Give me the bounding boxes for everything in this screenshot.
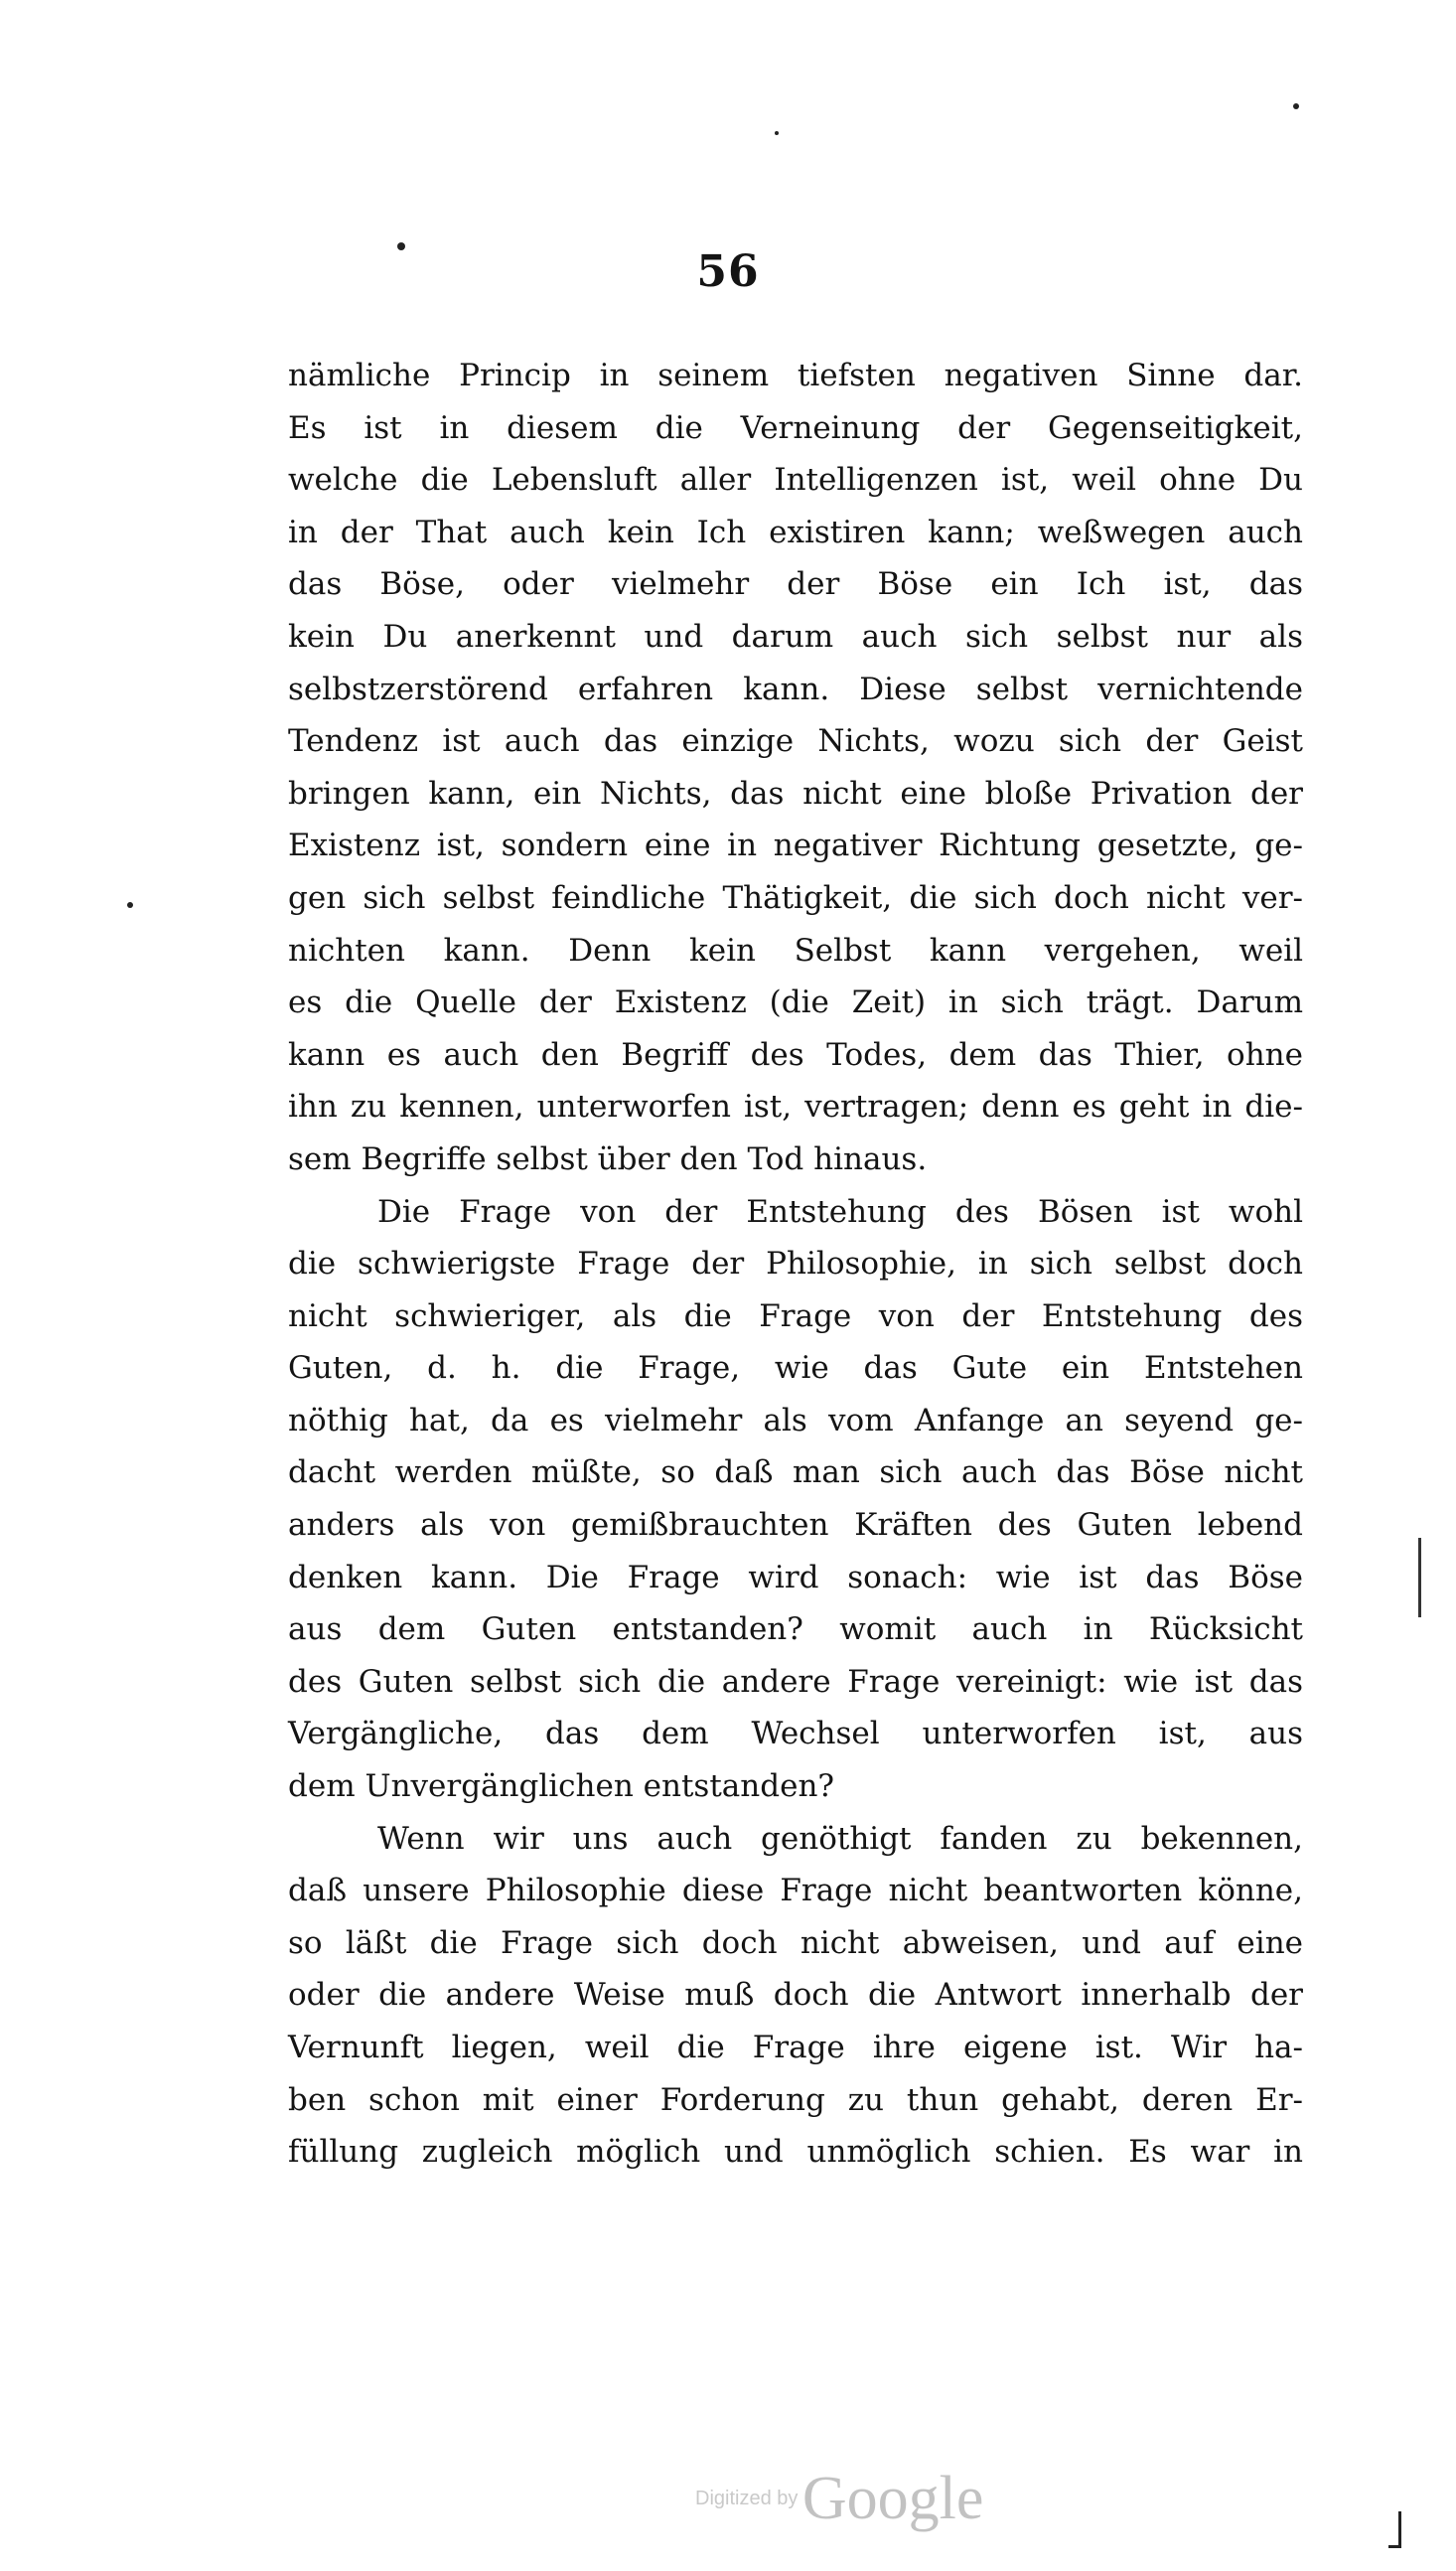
text-line: des Guten selbst sich die andere Frage vereinigt: wie ist das: [288, 1663, 1303, 1700]
text-line: das Böse, oder vielmehr der Böse ein Ich ist, das: [288, 566, 1303, 603]
body-text: [288, 350, 1303, 2179]
text-line: selbstzerstörend erfahren kann. Diese selbst vernichtende: [288, 671, 1303, 707]
text-line: kein Du anerkennt und darum auch sich selbst nur als: [288, 618, 1303, 655]
corner-bracket-mark: [1388, 2511, 1401, 2548]
text-line: dem Unvergänglichen entstanden?: [288, 1768, 835, 1805]
text-line: Vergängliche, das dem Wechsel unterworfen ist, aus: [288, 1716, 1303, 1752]
text-line: oder die andere Weise muß doch die Antwort innerhalb der: [288, 1977, 1303, 2014]
text-line: in der That auch kein Ich existiren kann; weßwegen auch: [288, 514, 1303, 550]
text-line: Existenz ist, sondern eine in negativer Richtung gesetzte, ge-: [288, 828, 1303, 864]
text-line: es die Quelle der Existenz (die Zeit) in sich trägt. Darum: [288, 984, 1303, 1021]
text-line: Guten, d. h. die Frage, wie das Gute ein Entstehen: [288, 1350, 1303, 1387]
scan-speck: [775, 131, 779, 135]
text-line: Vernunft liegen, weil die Frage ihre eigene ist. Wir ha-: [288, 2030, 1303, 2065]
text-line: nöthig hat, da es vielmehr als vom Anfange an seyend ge-: [288, 1402, 1303, 1438]
text-line: nämliche Princip in seinem tiefsten negativen Sinne dar.: [288, 358, 1303, 393]
text-line: füllung zugleich möglich und unmöglich schien. Es war in: [288, 2134, 1303, 2171]
text-line: aus dem Guten entstanden? womit auch in Rücksicht: [288, 1611, 1303, 1648]
page-number: 56: [696, 246, 760, 297]
text-line: die schwierigste Frage der Philosophie, in sich selbst doch: [288, 1246, 1303, 1283]
text-line: welche die Lebensluft aller Intelligenzen ist, weil ohne Du: [288, 462, 1303, 499]
text-line: ben schon mit einer Forderung zu thun gehabt, deren Er-: [288, 2081, 1303, 2118]
text-line: bringen kann, ein Nichts, das nicht eine bloße Privation der: [288, 775, 1303, 812]
text-line: nichten kann. Denn kein Selbst kann vergehen, weil: [288, 932, 1303, 969]
watermark-prefix: Digitized by: [695, 2488, 799, 2509]
text-line: sem Begriffe selbst über den Tod hinaus.: [288, 1140, 928, 1177]
paragraph-start-line: Wenn wir uns auch genöthigt fanden zu bekennen,: [377, 1820, 1303, 1857]
text-line: kann es auch den Begriff des Todes, dem das Thier, ohne: [288, 1036, 1303, 1073]
text-line: so läßt die Frage sich doch nicht abweisen, und auf eine: [288, 1924, 1303, 1961]
text-line: Es ist in diesem die Verneinung der Gegenseitigkeit,: [288, 409, 1303, 446]
scan-speck: [1293, 103, 1299, 109]
text-line: denken kann. Die Frage wird sonach: wie ist das Böse: [288, 1559, 1303, 1595]
text-line: Tendenz ist auch das einzige Nichts, wozu sich der Geist: [288, 723, 1303, 760]
digitized-watermark: [695, 2464, 983, 2534]
watermark-brand: Google: [801, 2465, 984, 2532]
text-line: nicht schwieriger, als die Frage von der Entstehung des: [288, 1297, 1303, 1334]
scan-edge-mark: [1418, 1538, 1421, 1617]
text-line: daß unsere Philosophie diese Frage nicht beantworten könne,: [288, 1873, 1303, 1909]
text-line: gen sich selbst feindliche Thätigkeit, die sich doch nicht ver-: [288, 879, 1303, 916]
scan-speck: [127, 902, 133, 908]
paragraph-start-line: Die Frage von der Entstehung des Bösen ist wohl: [377, 1193, 1303, 1230]
text-line: dacht werden müßte, so daß man sich auch das Böse nicht: [288, 1454, 1303, 1491]
text-line: anders als von gemißbrauchten Kräften des Guten lebend: [288, 1507, 1303, 1544]
text-line: ihn zu kennen, unterworfen ist, vertragen; denn es geht in die-: [288, 1089, 1303, 1126]
